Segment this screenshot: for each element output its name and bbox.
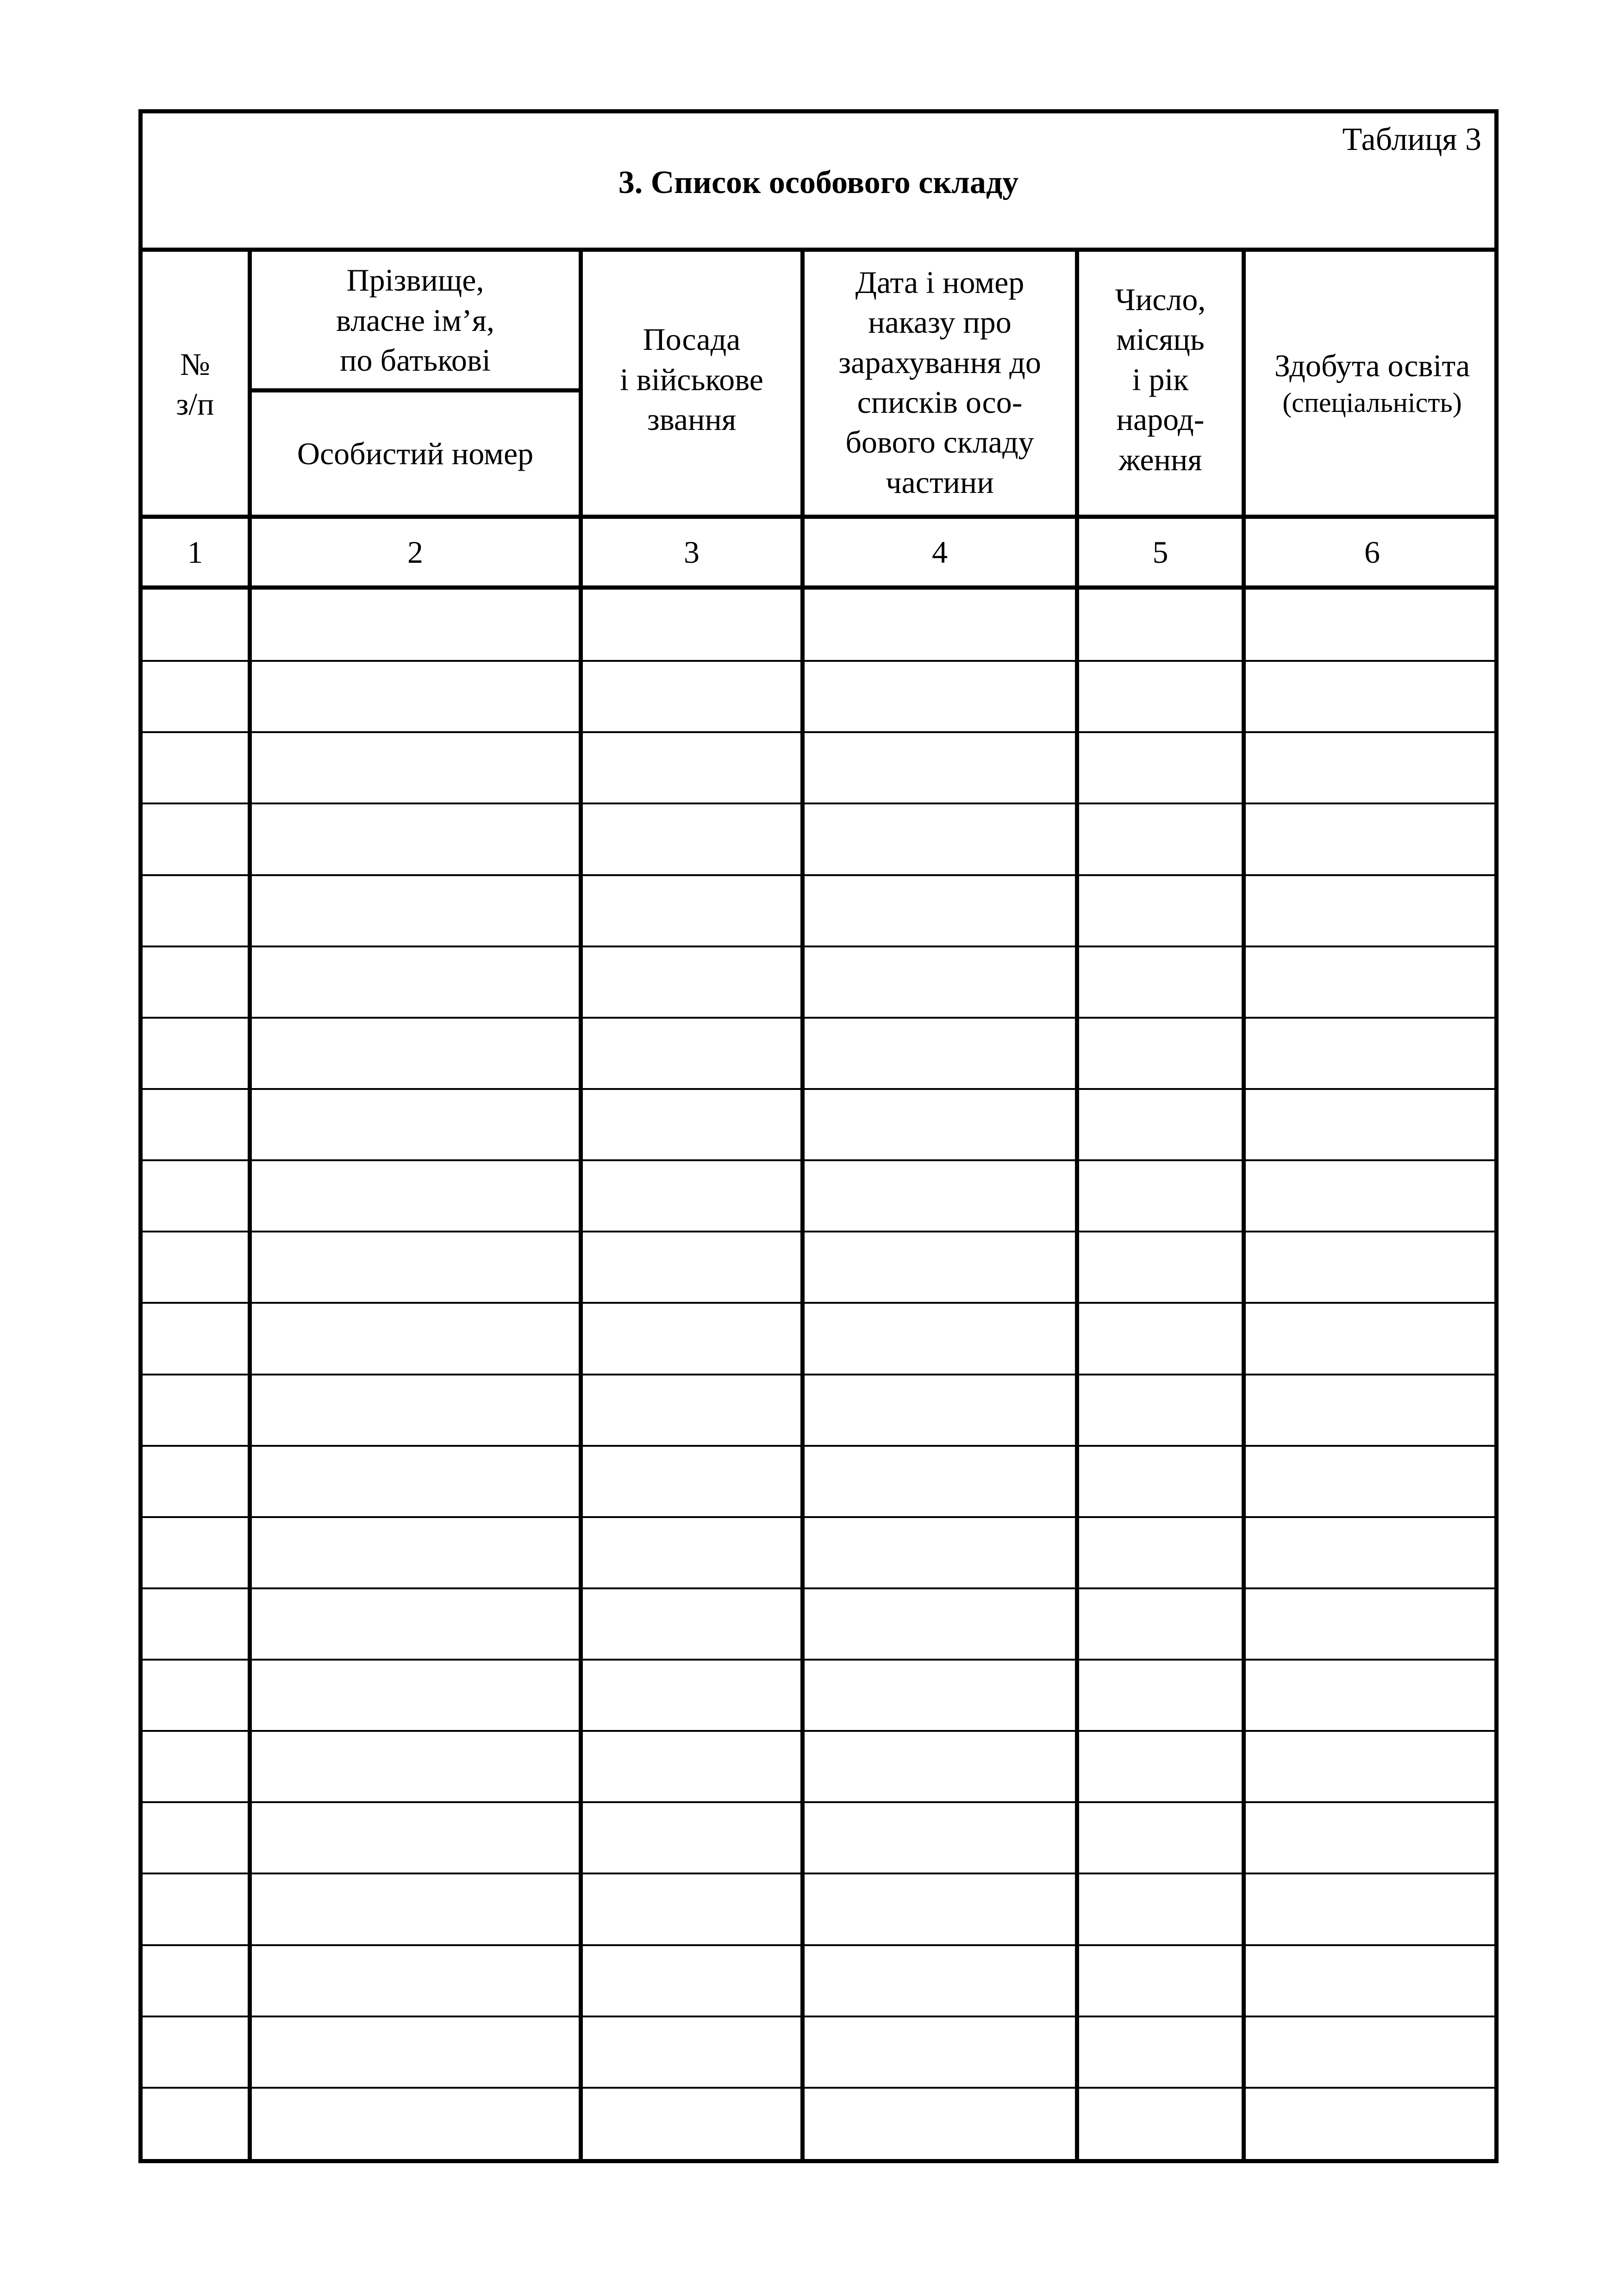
table-row-divider xyxy=(143,1017,1494,1019)
table-row-divider xyxy=(143,803,1494,804)
table-row-divider xyxy=(143,1587,1494,1589)
table-row-divider xyxy=(143,1302,1494,1304)
header-education-specialty: (спеціальність) xyxy=(1282,387,1462,418)
header-number: № з/п xyxy=(176,346,214,422)
col-divider-3 xyxy=(800,248,805,2163)
col-divider-4 xyxy=(1075,248,1079,2163)
table-row-divider xyxy=(143,1659,1494,1661)
table-row-divider xyxy=(143,1873,1494,1874)
column-number-4: 4 xyxy=(932,534,948,570)
table-row-divider xyxy=(143,1516,1494,1518)
table-row-divider xyxy=(143,2087,1494,2089)
column-number-1: 1 xyxy=(187,534,203,570)
table-row-divider xyxy=(143,660,1494,662)
col-divider-5 xyxy=(1242,248,1246,2163)
table-row-divider xyxy=(143,1231,1494,1232)
header-divider xyxy=(138,515,1499,519)
header-full-name: Прізвище, власне ім’я, по батькові xyxy=(336,262,494,378)
table-row-divider xyxy=(143,874,1494,876)
col-divider-1 xyxy=(248,248,252,2163)
column-number-6: 6 xyxy=(1364,534,1380,570)
table-row-divider xyxy=(143,1801,1494,1803)
numbers-divider xyxy=(138,585,1499,590)
table-row-divider xyxy=(143,2016,1494,2017)
col-divider-2 xyxy=(579,248,583,2163)
table-row-divider xyxy=(143,1730,1494,1732)
name-number-divider xyxy=(248,388,579,392)
column-number-2: 2 xyxy=(407,534,423,570)
header-order-date-number: Дата і номер наказу про зарахування до списків осо- бового складу частини xyxy=(838,264,1041,500)
table-row-divider xyxy=(143,1445,1494,1447)
table-title: 3. Список особового складу xyxy=(618,164,1019,200)
column-number-3: 3 xyxy=(684,534,700,570)
table-row-divider xyxy=(143,731,1494,733)
header-birth-date: Число, місяць і рік народ- ження xyxy=(1115,282,1206,477)
table-row-divider xyxy=(143,1088,1494,1090)
table-number-label: Таблиця 3 xyxy=(1342,122,1481,157)
table-row-divider xyxy=(143,1159,1494,1161)
table-row-divider xyxy=(143,1944,1494,1946)
column-number-5: 5 xyxy=(1152,534,1168,570)
header-education: Здобута освіта xyxy=(1274,348,1470,383)
title-divider xyxy=(138,248,1499,252)
header-personal-number: Особистий номер xyxy=(297,436,534,471)
header-position-rank: Посада і військове звання xyxy=(620,322,763,437)
table-row-divider xyxy=(143,1374,1494,1375)
table-row-divider xyxy=(143,946,1494,947)
